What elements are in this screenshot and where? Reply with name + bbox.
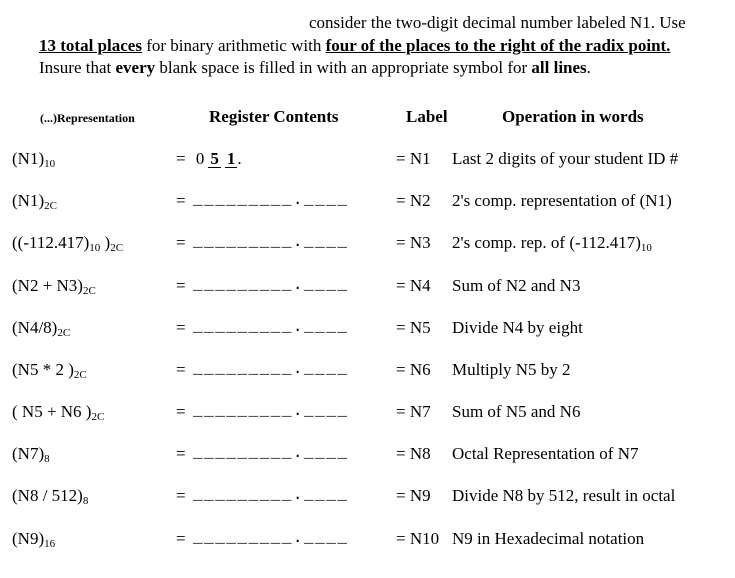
row-8-equals: = — [176, 444, 186, 463]
row-10-register-blank[interactable]: _________.____ — [193, 529, 349, 547]
row-5-register-blank[interactable]: _________.____ — [193, 318, 349, 336]
row-8-register-blank[interactable]: _________.____ — [193, 444, 349, 462]
row-6-rep-text: (N5 * 2 ) — [12, 360, 74, 379]
total-places-text: 13 total places — [39, 36, 142, 55]
row-9-rep-sub: 8 — [82, 495, 89, 507]
intro-line-3-b: blank space is filled in with an appropriate symbol for — [155, 58, 532, 77]
row-2-rep-sub: 2C — [44, 200, 57, 212]
row-1-rep-sub: 10 — [44, 158, 56, 170]
row-2-register-blank[interactable]: _________.____ — [193, 191, 349, 209]
row-5-rep-text: (N4/8) — [12, 318, 58, 337]
intro-line-3-c: . — [586, 58, 591, 77]
row-2-operation: 2's comp. representation of (N1) — [452, 191, 672, 210]
row-3-rep-sub-2: 2C — [110, 242, 124, 254]
row-1-operation: Last 2 digits of your student ID # — [452, 149, 679, 168]
row-6-operation: Multiply N5 by 2 — [452, 360, 571, 379]
intro-line-3 — [39, 59, 591, 76]
row-1-label: = N1 — [396, 149, 431, 168]
row-3-op-sub: 10 — [640, 242, 652, 254]
n1-value — [176, 150, 242, 168]
row-5-equals: = — [176, 318, 186, 337]
radix-places-text: four of the places to the right of the radix point. — [325, 36, 671, 55]
row-10-operation: N9 in Hexadecimal notation — [452, 529, 645, 548]
header-register-contents: Register Contents — [209, 107, 339, 126]
row-7-operation: Sum of N5 and N6 — [452, 402, 581, 421]
row-3-operation — [452, 233, 652, 254]
row-6-representation — [12, 360, 87, 381]
row-6-rep-sub: 2C — [73, 369, 87, 381]
row-5-operation: Divide N4 by eight — [452, 318, 583, 337]
row-5-rep-sub: 2C — [57, 327, 71, 339]
row-2-label: = N2 — [396, 191, 431, 210]
row-2-equals: = — [176, 191, 186, 210]
n1-digit-1[interactable]: 5 — [210, 149, 219, 168]
row-5-label: = N5 — [396, 318, 431, 337]
row-7-label: = N7 — [396, 402, 431, 421]
header-representation: (...)Representation — [40, 111, 135, 125]
row-8-rep-text: (N7) — [12, 444, 45, 463]
row-3-register-blank[interactable]: _________.____ — [193, 233, 349, 251]
row-8-rep-sub: 8 — [44, 453, 50, 465]
row-9-register-blank[interactable]: _________.____ — [193, 486, 349, 504]
row-2-rep-text: (N1) — [12, 191, 45, 210]
row-3-rep-text: ((-112.417) — [12, 233, 90, 252]
row-4-operation: Sum of N2 and N3 — [452, 276, 581, 295]
n1-lead-digit: 0 — [195, 149, 205, 168]
row-7-rep-text: ( N5 + N6 ) — [12, 402, 92, 421]
row-4-label: = N4 — [396, 276, 431, 295]
n1-equals: = — [176, 149, 186, 168]
header-label: Label — [406, 107, 448, 126]
row-7-register-blank[interactable]: _________.____ — [193, 402, 349, 420]
row-3-rep-sub: 10 — [89, 242, 101, 254]
row-3-rep-text-2: ) — [100, 233, 111, 252]
row-6-register-blank[interactable]: _________.____ — [193, 360, 349, 378]
header-operation: Operation in words — [502, 107, 644, 126]
row-7-equals: = — [176, 402, 186, 421]
row-3-op-text: 2's comp. rep. of (-112.417) — [452, 233, 641, 252]
row-4-equals: = — [176, 276, 186, 295]
row-4-representation — [12, 276, 96, 297]
row-9-label: = N9 — [396, 486, 431, 505]
row-5-representation — [12, 318, 71, 339]
row-10-rep-sub: 16 — [44, 538, 56, 550]
intro-line-3-a: Insure that — [39, 58, 116, 77]
row-10-representation — [12, 529, 56, 550]
row-1-rep-text: (N1) — [12, 149, 45, 168]
row-3-label: = N3 — [396, 233, 431, 252]
row-4-rep-sub: 2C — [82, 285, 96, 297]
intro-line-1: consider the two-digit decimal number labeled N1. Use — [309, 13, 686, 32]
row-9-representation — [12, 486, 89, 507]
intro-line-2 — [39, 37, 670, 54]
every-text: every — [115, 58, 156, 77]
row-6-equals: = — [176, 360, 186, 379]
row-9-equals: = — [176, 486, 186, 505]
intro-line-2-mid: for binary arithmetic with — [141, 36, 326, 55]
row-9-operation: Divide N8 by 512, result in octal — [452, 486, 676, 505]
row-8-operation: Octal Representation of N7 — [452, 444, 639, 463]
row-4-rep-text: (N2 + N3) — [12, 276, 83, 295]
row-8-label: = N8 — [396, 444, 431, 463]
row-6-label: = N6 — [396, 360, 431, 379]
n1-dot: . — [237, 149, 242, 168]
all-lines-text: all lines — [531, 58, 587, 77]
row-3-equals: = — [176, 233, 186, 252]
row-1-representation — [12, 149, 56, 170]
row-2-representation — [12, 191, 57, 212]
row-7-representation — [12, 402, 105, 423]
row-10-rep-text: (N9) — [12, 529, 45, 548]
row-10-label: = N10 — [396, 529, 440, 548]
n1-digit-2[interactable]: 1 — [226, 149, 236, 168]
row-4-register-blank[interactable]: _________.____ — [193, 276, 349, 294]
row-10-equals: = — [176, 529, 186, 548]
row-7-rep-sub: 2C — [91, 411, 105, 423]
row-9-rep-text: (N8 / 512) — [12, 486, 83, 505]
row-8-representation — [12, 444, 50, 465]
row-3-representation — [12, 233, 124, 254]
